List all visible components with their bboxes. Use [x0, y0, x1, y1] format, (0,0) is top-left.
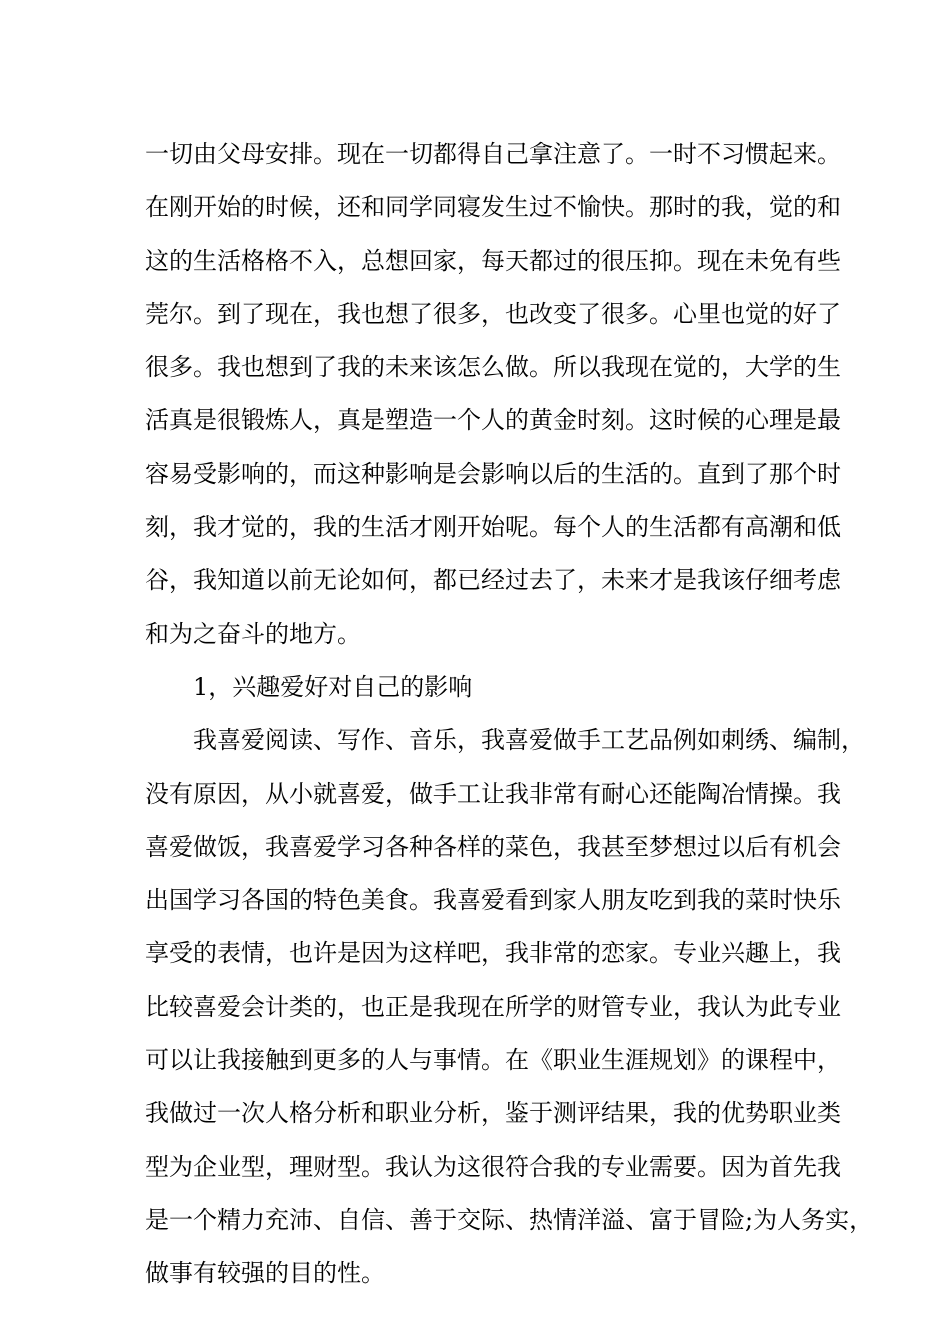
paragraph-line: 喜爱做饭，我喜爱学习各种各样的菜色，我甚至梦想过以后有机会 — [145, 832, 841, 861]
paragraph-line: 型为企业型，理财型。我认为这很符合我的专业需要。因为首先我 — [145, 1152, 841, 1181]
paragraph-line: 容易受影响的，而这种影响是会影响以后的生活的。直到了那个时 — [145, 459, 841, 488]
paragraph-line: 和为之奋斗的地方。 — [145, 619, 361, 648]
section-heading: 1，兴趣爱好对自己的影响 — [193, 672, 473, 701]
paragraph-line: 比较喜爱会计类的，也正是我现在所学的财管专业，我认为此专业 — [145, 992, 841, 1021]
paragraph-line: 谷，我知道以前无论如何，都已经过去了，未来才是我该仔细考虑 — [145, 566, 841, 595]
paragraph-line: 我做过一次人格分析和职业分析，鉴于测评结果，我的优势职业类 — [145, 1099, 841, 1128]
paragraph-line: 出国学习各国的特色美食。我喜爱看到家人朋友吃到我的菜时快乐 — [145, 886, 841, 915]
paragraph-line: 刻，我才觉的，我的生活才刚开始呢。每个人的生活都有高潮和低 — [145, 513, 841, 542]
paragraph-line: 一切由父母安排。现在一切都得自己拿注意了。一时不习惯起来。 — [145, 140, 841, 168]
paragraph-line: 做事有较强的目的性。 — [145, 1259, 385, 1288]
paragraph-line: 我喜爱阅读、写作、音乐，我喜爱做手工艺品例如刺绣、编制， — [193, 726, 865, 755]
paragraph-line: 没有原因，从小就喜爱，做手工让我非常有耐心还能陶冶情操。我 — [145, 779, 841, 808]
paragraph-line: 在刚开始的时候，还和同学同寝发生过不愉快。那时的我，觉的和 — [145, 193, 841, 222]
paragraph-line: 很多。我也想到了我的未来该怎么做。所以我现在觉的，大学的生 — [145, 353, 841, 382]
paragraph-line: 活真是很锻炼人，真是塑造一个人的黄金时刻。这时候的心理是最 — [145, 406, 841, 435]
paragraph-line: 享受的表情，也许是因为这样吧，我非常的恋家。专业兴趣上，我 — [145, 939, 841, 968]
paragraph-line: 可以让我接触到更多的人与事情。在《职业生涯规划》的课程中， — [145, 1046, 841, 1075]
paragraph-line: 莞尔。到了现在，我也想了很多，也改变了很多。心里也觉的好了 — [145, 299, 841, 328]
paragraph-line: 这的生活格格不入，总想回家，每天都过的很压抑。现在未免有些 — [145, 246, 841, 275]
paragraph-line: 是一个精力充沛、自信、善于交际、热情洋溢、富于冒险;为人务实， — [145, 1205, 874, 1234]
document-body — [145, 128, 874, 1301]
